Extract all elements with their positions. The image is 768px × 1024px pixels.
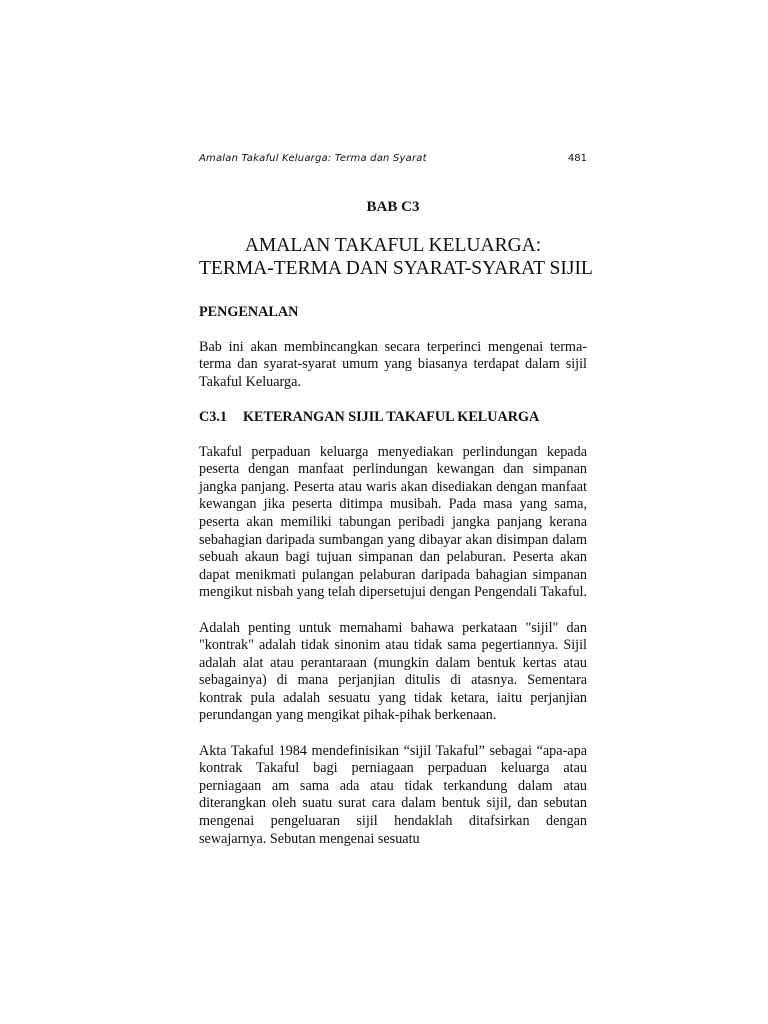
running-title: Amalan Takaful Keluarga: Terma dan Syarat (199, 153, 427, 164)
intro-paragraph: Bab ini akan membincangkan secara terperinci mengenai terma-terma dan syarat-syarat umum yang biasanya terdapat dalam sijil Takaful Keluarga. (199, 338, 587, 390)
chapter-label: BAB C3 (366, 199, 420, 215)
paragraph-2: Adalah penting untuk memahami bahawa perkataan "sijil" dan "kontrak" adalah tidak sinonim atau tidak sama pegertiannya. Sijil adalah alat atau perantaraan (mungkin dalam bentuk kertas atau sebagainya) di mana perjanjian ditulis di atasnya. Sementara kontrak pula adalah sesuatu yang tidak ketara, iaitu perjanjian perundangan yang mengikat pihak-pihak berkenaan. (199, 619, 587, 724)
section-title: KETERANGAN SIJIL TAKAFUL KELUARGA (243, 408, 540, 425)
chapter-title-line-2: TERMA-TERMA DAN SYARAT-SYARAT SIJIL (199, 258, 593, 279)
section-number: C3.1 (199, 408, 227, 425)
section-heading-pengenalan: PENGENALAN (199, 304, 299, 320)
body-content (199, 304, 587, 848)
page-number: 481 (567, 153, 587, 164)
running-header (199, 153, 587, 169)
chapter-title (199, 234, 593, 280)
chapter-title-line-1: AMALAN TAKAFUL KELUARGA: (244, 235, 542, 256)
paragraph-1: Takaful perpaduan keluarga menyediakan perlindungan kepada peserta dengan manfaat perlindungan kewangan dan simpanan jangka panjang. Peserta atau waris akan disediakan dengan manfaat kewangan jika peserta ditimpa musibah. Pada masa yang sama, peserta akan memiliki tabungan peribadi jangka panjang kerana sebahagian daripada sumbangan yang dibayar akan disimpan dalam sebuah akaun bagi tujuan simpanan dan pelaburan. Peserta akan dapat menikmati pulangan pelaburan daripada bahagian simpanan mengikut nisbah yang telah dipersetujui dengan Pengendali Takaful. (199, 443, 588, 601)
section-heading-c3-1 (199, 409, 587, 427)
paragraph-3: Akta Takaful 1984 mendefinisikan “sijil Takaful” sebagai “apa-apa kontrak Takaful bagi perniagaan perpaduan keluarga atau perniagaan am sama ada atau tidak terkandung dalam atau diterangkan oleh suatu surat cara dalam bentuk sijil, dan sebutan mengenai pengeluaran sijil hendaklah ditafsirkan dengan sewajarnya. Sebutan mengenai sesuatu (199, 742, 587, 847)
